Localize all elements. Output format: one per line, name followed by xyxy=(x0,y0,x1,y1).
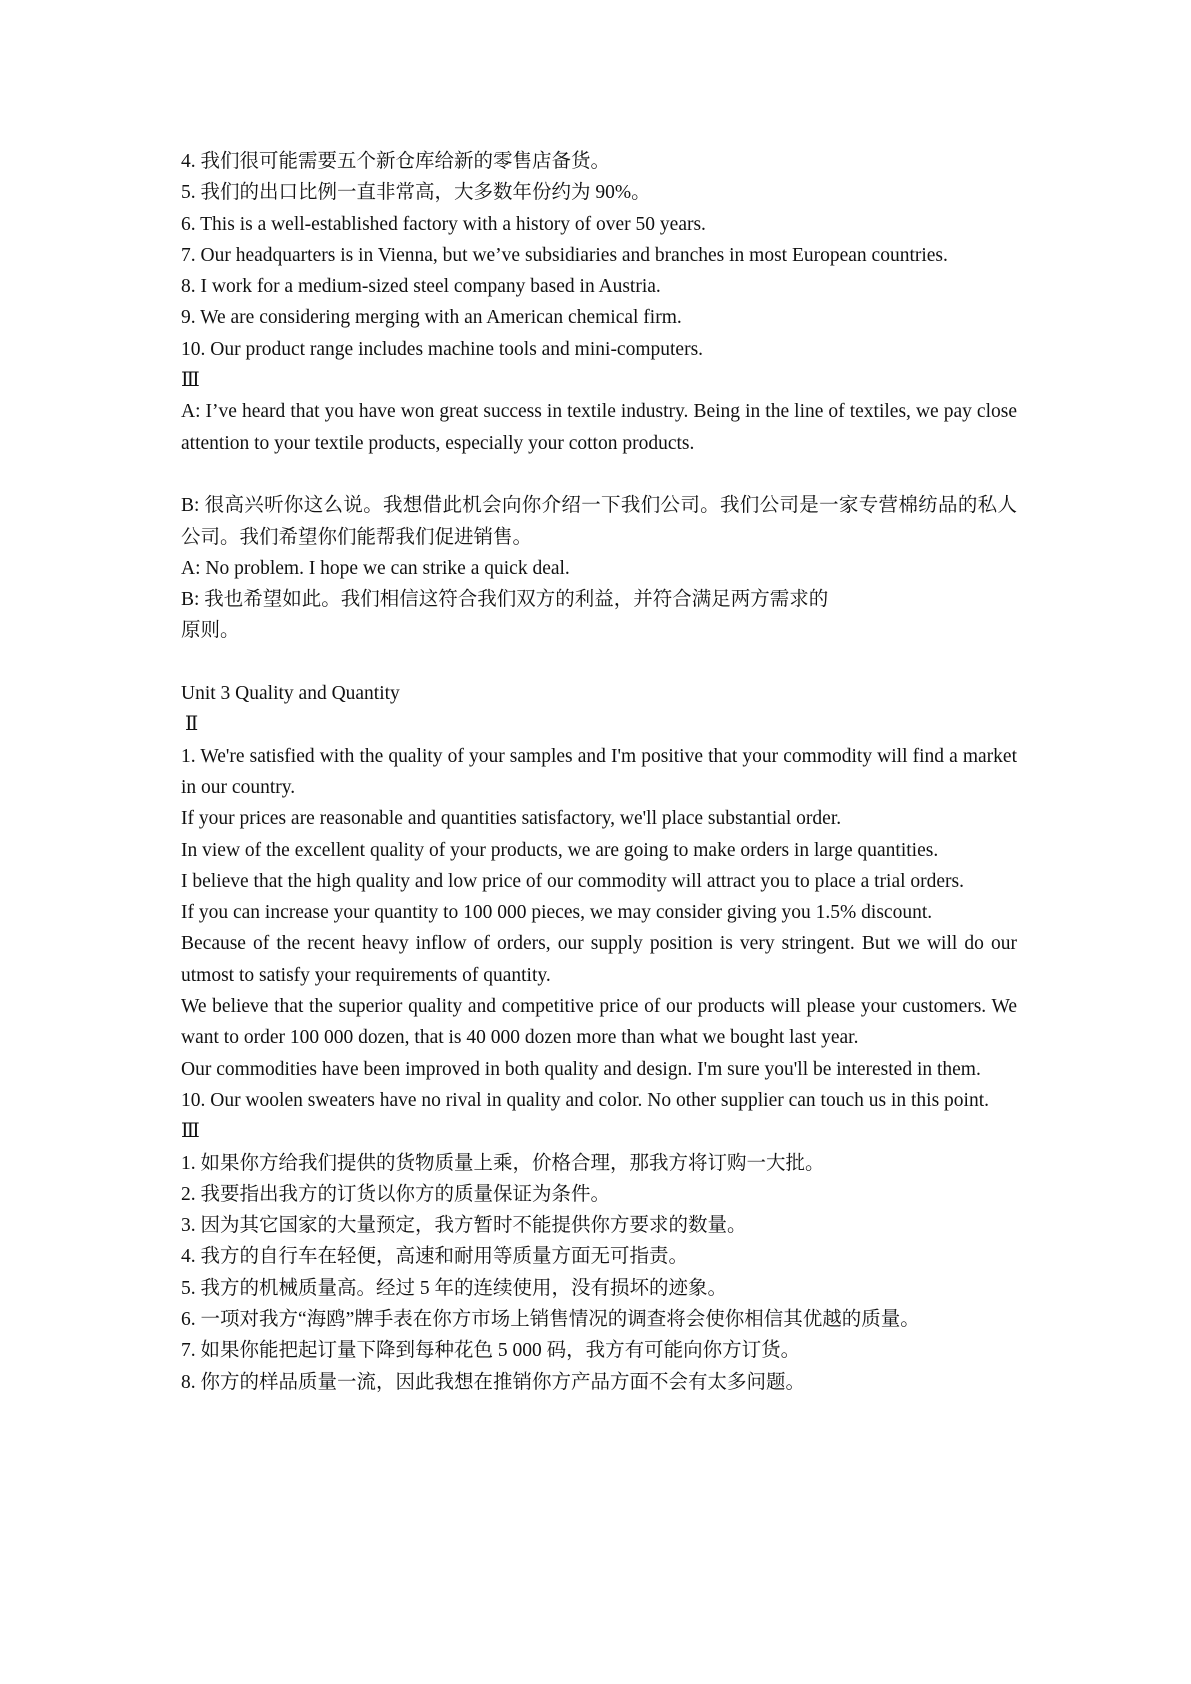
dialogue-line-b2-cont: 原则。 xyxy=(181,620,240,642)
blank-line xyxy=(181,459,1017,490)
list-item: 5. 我方的机械质量高。经过 5 年的连续使用，没有损坏的迹象。 xyxy=(181,1277,728,1299)
list-item: If you can increase your quantity to 100 000 pieces, we may consider giving you 1.5% discount. xyxy=(181,902,933,924)
list-item: 5. 我们的出口比例一直非常高，大多数年份约为 90%。 xyxy=(181,182,651,204)
list-item: 2. 我要指出我方的订货以你方的质量保证为条件。 xyxy=(181,1183,611,1205)
list-item: 6. This is a well-established factory with a history of over 50 years. xyxy=(181,213,706,235)
list-item: If your prices are reasonable and quantities satisfactory, we'll place substantial order. xyxy=(181,808,842,830)
list-item: 7. Our headquarters is in Vienna, but we’ve subsidiaries and branches in most European countries. xyxy=(181,244,948,266)
list-item: 9. We are considering merging with an American chemical firm. xyxy=(181,307,682,329)
dialogue-line-a2: A: No problem. I hope we can strike a quick deal. xyxy=(181,557,570,579)
list-item: In view of the excellent quality of your products, we are going to make orders in large quantities. xyxy=(181,839,939,861)
list-item: 1. We're satisfied with the quality of your samples and I'm positive that your commodity will find a market in our country. xyxy=(181,745,1017,798)
list-item: 1. 如果你方给我们提供的货物质量上乘，价格合理，那我方将订购一大批。 xyxy=(181,1152,825,1174)
section-heading-iii: Ⅲ xyxy=(181,1121,200,1143)
blank-line xyxy=(181,647,1017,678)
list-item: 3. 因为其它国家的大量预定，我方暂时不能提供你方要求的数量。 xyxy=(181,1215,747,1237)
list-item: We believe that the superior quality and competitive price of our products will please your customers. We want to order 100 000 dozen, that is 40 000 dozen more than what we bought last year. xyxy=(181,996,1017,1049)
list-item: 6. 一项对我方“海鸥”牌手表在你方市场上销售情况的调查将会使你相信其优越的质量。 xyxy=(181,1308,920,1330)
list-item: I believe that the high quality and low price of our commodity will attract you to place a trial orders. xyxy=(181,870,965,892)
list-item: 4. 我方的自行车在轻便，高速和耐用等质量方面无可指责。 xyxy=(181,1246,689,1268)
list-item: Because of the recent heavy inflow of orders, our supply position is very stringent. But we will do our utmost to satisfy your requirements of quantity. xyxy=(181,933,1017,986)
list-item: 8. 你方的样品质量一流，因此我想在推销你方产品方面不会有太多问题。 xyxy=(181,1371,806,1393)
list-item: 4. 我们很可能需要五个新仓库给新的零售店备货。 xyxy=(181,151,611,172)
list-item: 10. Our product range includes machine tools and mini-computers. xyxy=(181,338,704,360)
list-item: 7. 如果你能把起订量下降到每种花色 5 000 码，我方有可能向你方订货。 xyxy=(181,1340,801,1362)
dialogue-line-a1: A: I’ve heard that you have won great success in textile industry. Being in the line of textiles, we pay close attention to your textile products, especially your cotton products. xyxy=(181,401,1017,454)
section-heading-ii: Ⅱ xyxy=(185,714,199,736)
list-item: 10. Our woolen sweaters have no rival in quality and color. No other supplier can touch us in this point. xyxy=(181,1089,990,1111)
document-page xyxy=(181,146,1017,1398)
dialogue-line-b1: B: 很高兴听你这么说。我想借此机会向你介绍一下我们公司。我们公司是一家专营棉纺品的私人公司。我们希望你们能帮我们促进销售。 xyxy=(181,495,1017,548)
list-item: 8. I work for a medium-sized steel company based in Austria. xyxy=(181,276,661,298)
section-heading-iii: Ⅲ xyxy=(181,370,200,392)
list-item: Our commodities have been improved in both quality and design. I'm sure you'll be interested in them. xyxy=(181,1058,981,1080)
unit-title: Unit 3 Quality and Quantity xyxy=(181,683,400,705)
dialogue-line-b2: B: 我也希望如此。我们相信这符合我们双方的利益，并符合满足两方需求的 xyxy=(181,589,829,611)
